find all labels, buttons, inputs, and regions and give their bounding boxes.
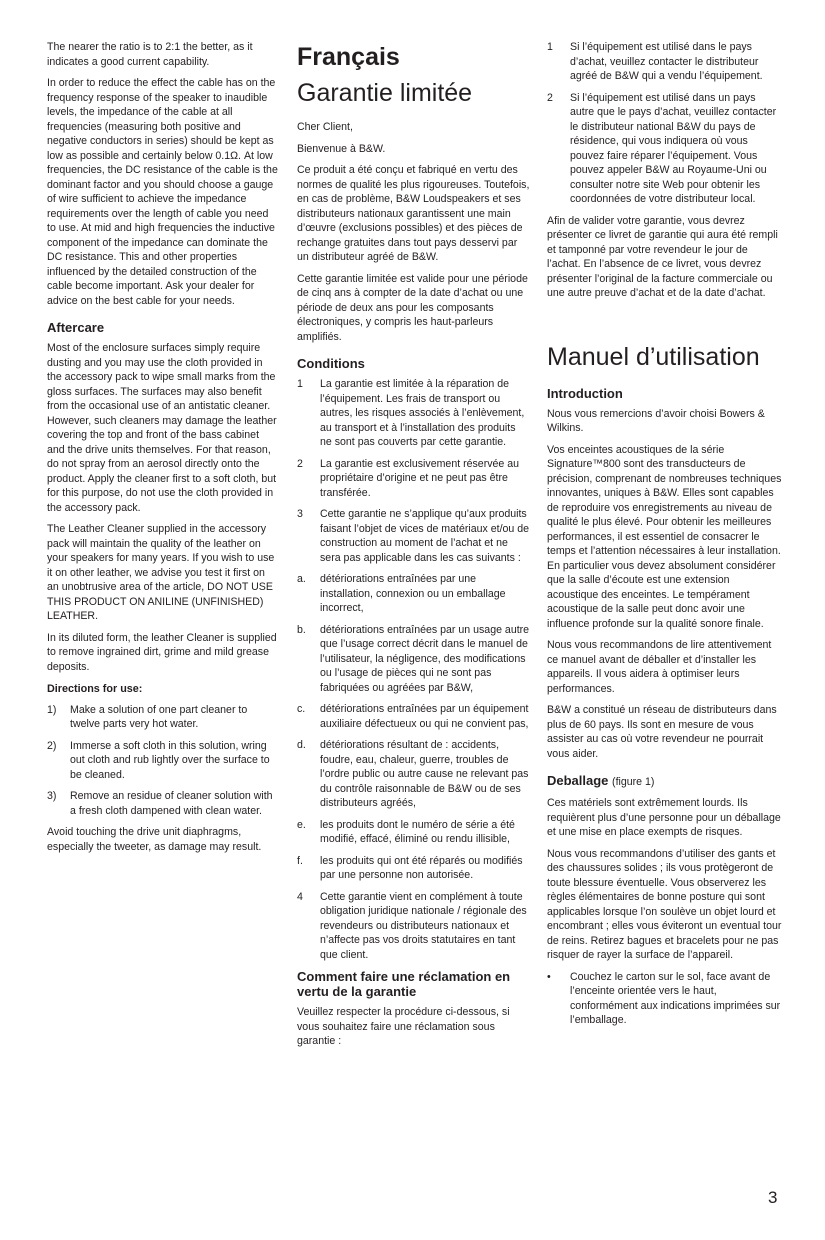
list-item: 1 La garantie est limitée à la réparation de l’équipement. Les frais de transport ou autres, les risques associés à l’enlèvement, au transport et à l’installation des produits ne sont pas couverts par cette garantie. [297, 378, 525, 448]
greeting: Cher Client, [297, 121, 353, 133]
directions-list [47, 703, 279, 819]
paragraph: Cette garantie limitée est valide pour une période de cinq ans à compter de la date d’achat ou une période de deux ans pour les composants électroniques, y compris les haut-parleurs amplifiés. [297, 272, 528, 343]
welcome: Bienvenue à B&W. [297, 142, 386, 155]
claims-list [547, 40, 782, 207]
directions-heading: Directions for use: [47, 683, 143, 695]
paragraph: Vos enceintes acoustiques de la série Signature™800 sont des transducteurs de précision, comprenant de nombreuses techniques innovantes, uniques à B&W. Elles sont capables de reproduire vos enregistrements au niveau de qualité le plus élevé. Pour obtenir les meilleures performances, il est essentiel de consacrer le temps et l’attention nécessaires à leur installation. En particulier vous devez absolument considérer que la salle d’écoute est une extension acoustique des enceintes. Le tempérament acoustique de la salle peut donc avoir une influence profonde sur la qualité sonore finale. [547, 443, 782, 630]
list-item: f. les produits qui ont été réparés ou modifiés par une personne non autorisée. [297, 854, 523, 881]
list-item: 1 Si l’équipement est utilisé dans le pays d’achat, veuillez contacter le distributeur agréé de B&W qui a vendu l’équipement. [547, 41, 763, 82]
column-middle [297, 40, 530, 1056]
list-item: d. détériorations résultant de : accidents, foudre, eau, chaleur, guerre, troubles de l’ordre public ou autre cause ne relevant pas du contrôle raisonnable de B&W ou de ses distributeurs agréés, [297, 739, 529, 809]
paragraph: The Leather Cleaner supplied in the accessory pack will maintain the quality of the leather on your speakers for many years. If you wish to use it on other leather, we advise you test it first on an unobtrusive area of the article, DO NOT USE THIS PRODUCT ON ANILINE (UNFINISHED) LEATHER. [47, 523, 275, 622]
bullet-item: • Couchez le carton sur le sol, face avant de l’enceinte orientée vers le haut, conformément aux indications imprimées sur l’emballage. [547, 970, 781, 1026]
list-item: 2 La garantie est exclusivement réservée au propriétaire d’origine et ne peut pas être transférée. [297, 457, 520, 499]
list-item: 3 Cette garantie ne s’applique qu’aux produits faisant l’objet de vices de matériaux et/ou de construction au moment de l’achat et ne sera pas applicable dans les cas suivants : [297, 508, 530, 564]
column-right [547, 40, 782, 1035]
paragraph: Most of the enclosure surfaces simply require dusting and you may use the cloth provided in the accessory pack to wipe small marks from the gloss surfaces. The surfaces may also benefit from the occasional use of an antistatic cleaner. However, such cleaners may damage the leather covering the top and front of the bass cabinet and the drive units themselves. For that reason, do not spray from an aerosol directly onto the product. Apply the cleaner first to a soft cloth, but for this purpose, do not use the cloth provided in the accessory pack. [47, 342, 277, 514]
list-item: e. les produits dont le numéro de série a été modifié, effacé, éliminé ou rendu illisible, [297, 818, 515, 845]
aftercare-heading: Aftercare [47, 320, 105, 335]
paragraph: Afin de valider votre garantie, vous devrez présenter ce livret de garantie qui aura été rempli et tamponné par votre revendeur le jour de l’achat. En l’absence de ce livret, vous devrez présenter l’original de la facture commerciale ou une autre preuve d’achat et de la date d’achat. [547, 214, 778, 299]
paragraph: In order to reduce the effect the cable has on the frequency response of the speaker to inaudible levels, the impedance of the cable at all frequencies (measuring both positive and negative conductors in series) should be kept as low as possible and certainly below 0.1Ω. At low frequencies, the DC resistance of the cable is the dominant factor and you should choose a gauge of wire sufficient to achieve the impedance requirements over the length of cable you need to use. At mid and high frequencies the inductive component of the impedance can dominate the DC resistance. This and other properties influenced by the detailed construction of the cable become important. Ask your dealer for advice on the best cable for your needs. [47, 77, 278, 307]
paragraph: Nous vous recommandons de lire attentivement ce manuel avant de déballer et d’installer les appareils. Il vous aidera à optimiser leurs performances. [547, 639, 772, 695]
manual-title: Manuel d’utilisation [547, 342, 760, 371]
column-left [47, 40, 279, 861]
list-item: a. détériorations entraînées par une installation, connexion ou un emballage incorrect, [297, 573, 506, 614]
page-number: 3 [768, 1188, 778, 1207]
paragraph: Nous vous recommandons d’utiliser des gants et des chaussures solides ; ils vous protègeront de toute blessure éventuelle. Vous observerez les règles élémentaires de bonne posture qui sont applicables lorsque l’on soulève un objet lourd et encombrant ; elles vous éviteront un eventual tour de reins. Retirez bagues et bracelets pour ne pas risquer de rayer la surface de l’appareil. [547, 847, 782, 961]
figure-reference: (figure 1) [612, 776, 655, 788]
list-item: c. détériorations entraînées par un équipement auxiliaire défectueux ou qui ne convient pas, [297, 703, 529, 730]
conditions-heading: Conditions [297, 356, 365, 371]
spacer [547, 308, 782, 342]
list-item: 3) Remove an residue of cleaner solution with a fresh cloth dampened with clean water. [47, 790, 273, 817]
paragraph: Ce produit a été conçu et fabriqué en vertu des normes de qualité les plus rigoureuses. Toutefois, en cas de problème, B&W Loudspeakers et ses distributeurs nationaux garantissent une main d’œuvre (exclusions possibles) et des pièces de rechange gratuites dans tout pays desservi par un distributeur agréé de B&W. [297, 164, 530, 263]
paragraph: In its diluted form, the leather Cleaner is supplied to remove ingrained dirt, grime and mild grease deposits. [47, 631, 277, 673]
unpacking-heading: Deballage (figure 1) [547, 773, 655, 788]
list-item: b. détériorations entraînées par un usage autre que l’usage correct décrit dans le manuel de l’utilisateur, la négligence, des modifications ou l’usage de pièces qui ne sont pas fabriquées ou agréées par B&W, [297, 623, 530, 694]
conditions-list [297, 377, 530, 962]
paragraph: Avoid touching the drive unit diaphragms, especially the tweeter, as damage may result. [47, 826, 262, 853]
paragraph: The nearer the ratio is to 2:1 the better, as it indicates a good current capability. [47, 41, 253, 68]
warranty-title: Garantie limitée [297, 79, 473, 107]
paragraph: Ces matériels sont extrêmement lourds. Ils requièrent plus d’une personne pour un déballage et une mise en place exempts de risques. [547, 797, 781, 838]
list-item: 1) Make a solution of one part cleaner to twelve parts very hot water. [47, 703, 248, 730]
list-item: 2 Si l’équipement est utilisé dans un pays autre que le pays d’achat, veuillez contacter le distributeur national B&W du pays de résidence, qui vous indiquera où vous pouvez faire réparer l’équipement. Vous pouvez appeler B&W au Royaume-Uni ou consulter notre site Web pour obtenir les coordonnées de votre distributeur local. [547, 91, 777, 205]
paragraph: B&W a constitué un réseau de distributeurs dans plus de 60 pays. Ils sont en mesure de vous assister au cas où votre revendeur ne pourrait vous aider. [547, 704, 777, 760]
paragraph: Nous vous remercions d’avoir choisi Bowers & Wilkins. [547, 407, 765, 434]
claim-heading: Comment faire une réclamation en vertu de la garantie [297, 969, 511, 999]
introduction-heading: Introduction [547, 385, 623, 401]
language-heading: Français [297, 43, 400, 71]
list-item: 4 Cette garantie vient en complément à toute obligation juridique nationale / régionale des revendeurs ou distributeurs nationaux et n’affecte pas vos droits statutaires en tant que client. [297, 890, 527, 961]
paragraph: Veuillez respecter la procédure ci-dessous, si vous souhaitez faire une réclamation sous garantie : [297, 1006, 510, 1047]
list-item: 2) Immerse a soft cloth in this solution, wring out cloth and rub lightly over the surface to be cleaned. [47, 739, 270, 781]
